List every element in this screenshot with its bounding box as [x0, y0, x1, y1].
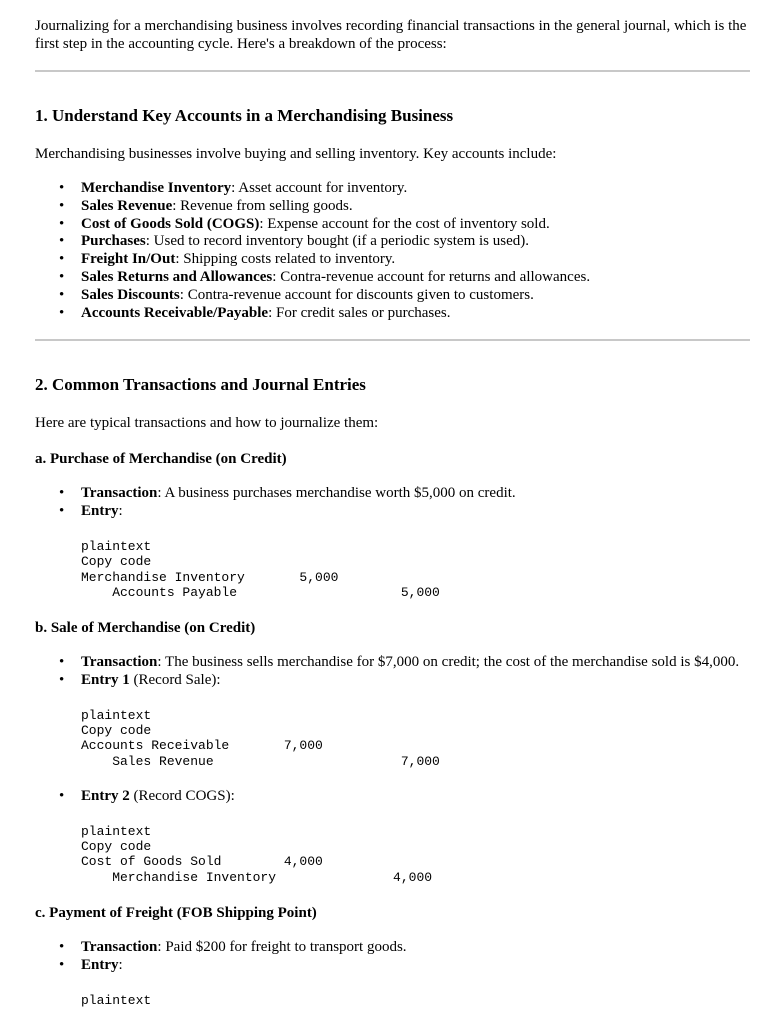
list-item	[81, 180, 750, 198]
list-item	[81, 503, 750, 521]
list-item	[81, 957, 750, 975]
subsection-b-list	[35, 654, 750, 690]
list-item	[81, 287, 750, 305]
intro-paragraph: Journalizing for a merchandising business involves recording financial transactions in the general journal, which is the first step in the accounting cycle. Here's a breakdown of the process:	[35, 18, 747, 52]
subsection-b-list-2	[35, 788, 750, 806]
list-item-text: : A business purchases merchandise worth $5,000 on credit.	[157, 485, 516, 502]
list-item-text: (Record COGS):	[129, 787, 235, 804]
list-item-text: : Revenue from selling goods.	[172, 197, 353, 214]
divider	[35, 70, 750, 72]
list-item-term: Freight In/Out	[81, 251, 176, 268]
list-item-text: : Expense account for the cost of inventory sold.	[259, 215, 550, 232]
list-item	[81, 233, 750, 251]
journal-entry-code-block[interactable]: plaintext Copy code Cost of Goods Sold 4,000 Merchandise Inventory 4,000	[81, 823, 433, 885]
list-item-text: (Record Sale):	[129, 671, 221, 688]
list-item-term: Entry 1	[81, 671, 130, 688]
list-item-text: : Shipping costs related to inventory.	[175, 251, 396, 268]
list-item-text: : For credit sales or purchases.	[268, 304, 451, 321]
list-item-text: : Asset account for inventory.	[231, 180, 408, 196]
subsection-a-list	[35, 485, 750, 521]
list-item-term: Sales Discounts	[81, 286, 180, 303]
section-1-description: Merchandising businesses involve buying and selling inventory. Key accounts include:	[35, 146, 557, 162]
journal-entry-code-block[interactable]: plaintext Copy code Merchandise Inventory 5,000 Accounts Payable 5,000	[81, 538, 440, 600]
list-item	[81, 305, 750, 323]
list-item-term: Entry	[81, 956, 119, 973]
list-item-term: Transaction	[81, 938, 158, 955]
subsection-a-heading: a. Purchase of Merchandise (on Credit)	[35, 451, 287, 468]
list-item	[81, 216, 750, 234]
journal-entry-code-block[interactable]: plaintext	[81, 992, 152, 1008]
list-item-text: : The business sells merchandise for $7,000 on credit; the cost of the merchandise sold is $4,000.	[157, 654, 740, 671]
key-accounts-list	[35, 180, 750, 322]
list-item-text: : Contra-revenue account for returns and allowances.	[272, 268, 591, 285]
section-1-heading: 1. Understand Key Accounts in a Merchandising Business	[35, 106, 454, 125]
list-item	[81, 939, 750, 957]
list-item	[81, 198, 750, 216]
list-item	[81, 251, 750, 269]
list-item-term: Entry 2	[81, 787, 130, 804]
list-item	[81, 672, 750, 690]
list-item-term: Sales Revenue	[81, 197, 173, 214]
list-item	[81, 654, 750, 672]
list-item-term: Transaction	[81, 485, 158, 502]
list-item-text: :	[118, 503, 123, 520]
list-item-term: Accounts Receivable/Payable	[81, 304, 269, 321]
list-item-text: : Paid $200 for freight to transport goods.	[157, 938, 407, 955]
list-item-term: Merchandise Inventory	[81, 180, 232, 196]
subsection-b-heading: b. Sale of Merchandise (on Credit)	[35, 620, 256, 637]
list-item-term: Transaction	[81, 654, 158, 671]
subsection-c-heading: c. Payment of Freight (FOB Shipping Point)	[35, 904, 317, 921]
list-item-term: Cost of Goods Sold (COGS)	[81, 215, 260, 232]
list-item-text: : Used to record inventory bought (if a periodic system is used).	[145, 233, 529, 250]
list-item-term: Sales Returns and Allowances	[81, 268, 273, 285]
divider	[35, 339, 750, 341]
section-2-heading: 2. Common Transactions and Journal Entries	[35, 375, 366, 395]
list-item	[81, 788, 750, 806]
section-2-description: Here are typical transactions and how to journalize them:	[35, 415, 379, 432]
journal-entry-code-block[interactable]: plaintext Copy code Accounts Receivable 7,000 Sales Revenue 7,000	[81, 707, 440, 769]
list-item-text: : Contra-revenue account for discounts given to customers.	[179, 286, 534, 303]
list-item-term: Entry	[81, 503, 119, 520]
list-item-text: :	[118, 956, 123, 973]
subsection-c-list	[35, 939, 750, 975]
list-item-term: Purchases	[81, 233, 146, 250]
list-item	[81, 269, 750, 287]
list-item	[81, 485, 750, 503]
